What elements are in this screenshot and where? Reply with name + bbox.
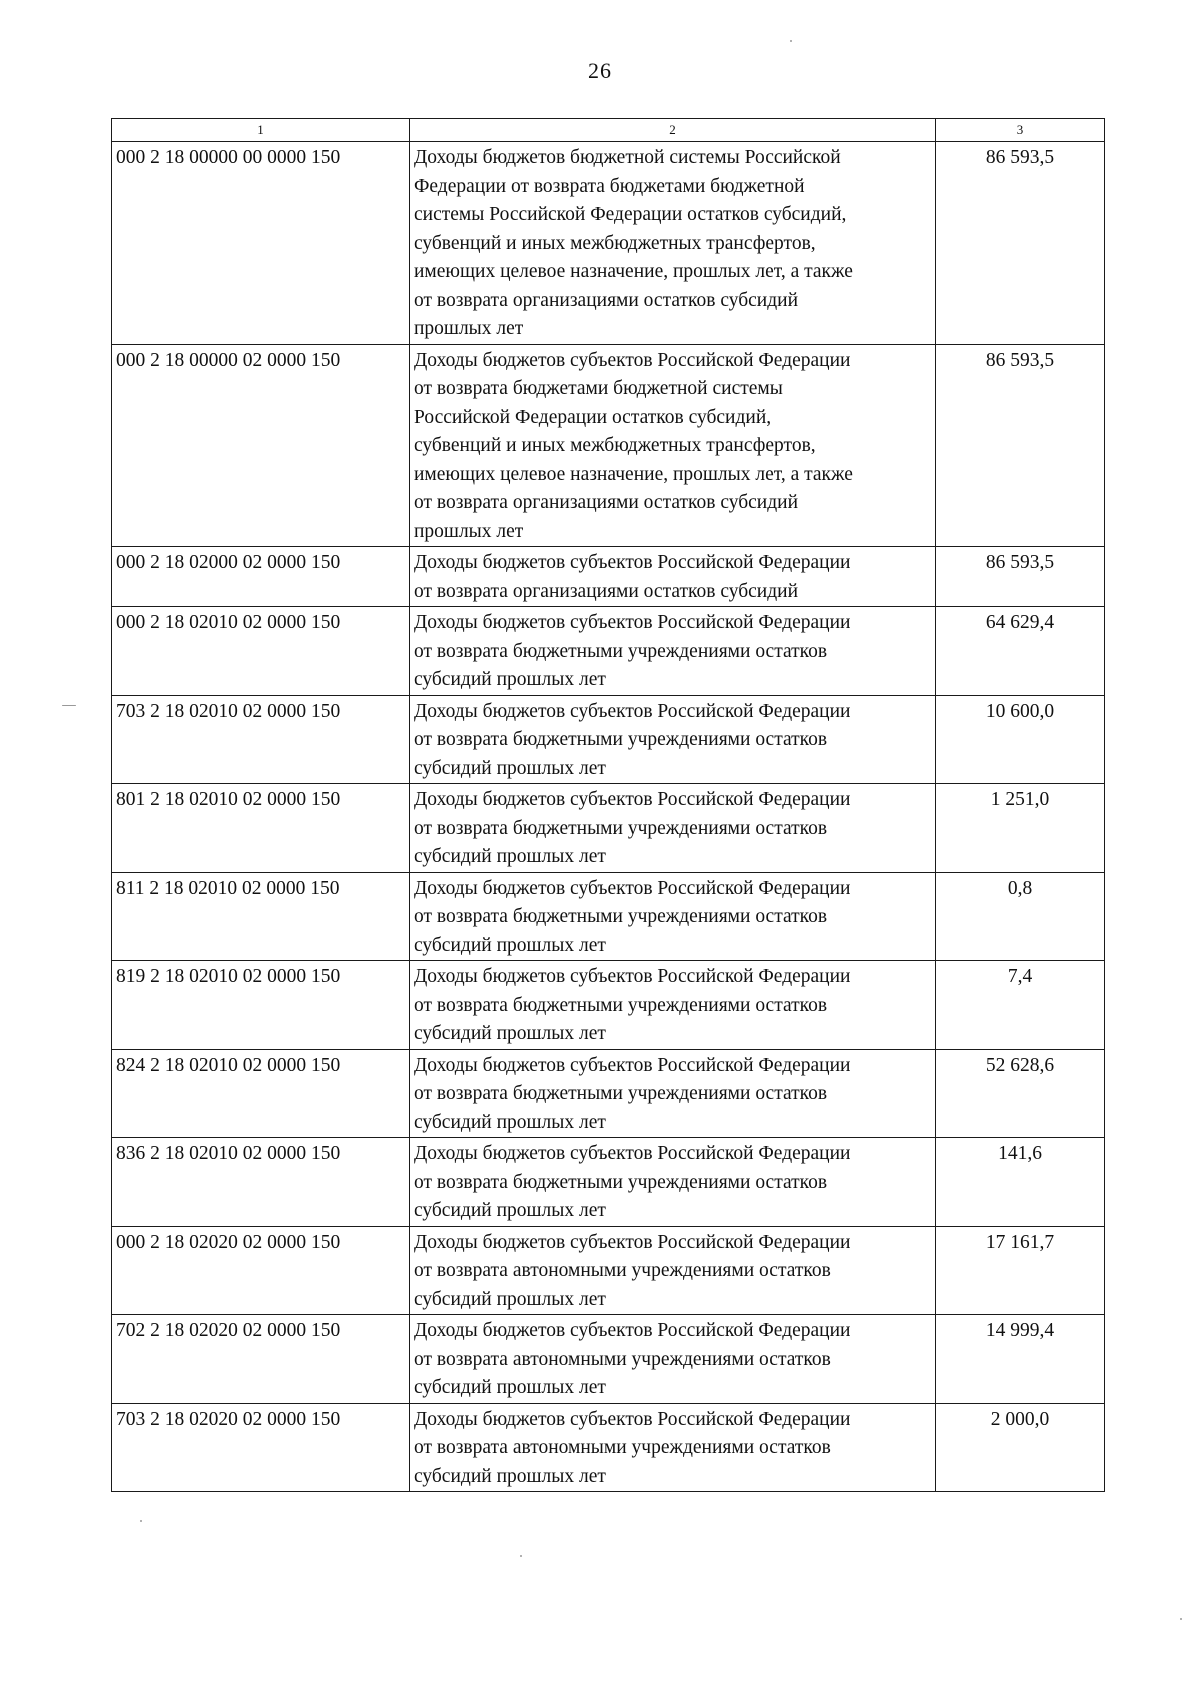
table-header-row xyxy=(112,119,1105,142)
revenue-name-line: от возврата автономными учреждениями остатков xyxy=(414,1260,831,1281)
revenue-name-line: от возврата бюджетными учреждениями остатков xyxy=(414,817,828,839)
revenue-name-line: субсидий прошлых лет xyxy=(414,1200,606,1221)
revenue-name-cell xyxy=(410,784,936,873)
table-row xyxy=(112,1315,1105,1404)
revenue-code-cell: 703 2 18 02020 02 0000 150 xyxy=(112,1403,410,1492)
amount-cell: 2 000,0 xyxy=(936,1403,1105,1492)
revenue-name-line: субсидий прошлых лет xyxy=(414,1023,606,1044)
revenue-name-cell xyxy=(410,1226,936,1315)
revenue-name-line: Доходы бюджетов субъектов Российской Федерации xyxy=(414,1408,851,1430)
revenue-name-cell xyxy=(410,1315,936,1404)
amount-cell: 86 593,5 xyxy=(936,142,1105,345)
revenue-name-cell xyxy=(410,1403,936,1492)
revenue-code-cell: 824 2 18 02010 02 0000 150 xyxy=(112,1049,410,1138)
revenue-name-cell xyxy=(410,607,936,696)
table-row xyxy=(112,344,1105,547)
revenue-name-line: Доходы бюджетов субъектов Российской Федерации xyxy=(414,349,851,371)
revenue-name-line: Доходы бюджетов субъектов Российской Федерации xyxy=(414,1231,851,1253)
scan-speck xyxy=(62,705,76,706)
revenue-name-cell xyxy=(410,961,936,1050)
table-row xyxy=(112,607,1105,696)
column-header-amount: 3 xyxy=(936,119,1105,142)
column-header-name: 2 xyxy=(410,119,936,142)
revenue-name-line: прошлых лет xyxy=(414,520,524,542)
revenue-code-cell: 000 2 18 02000 02 0000 150 xyxy=(112,547,410,607)
revenue-name-line: Российской Федерации остатков субсидий, xyxy=(414,406,772,428)
revenue-name-line: Доходы бюджетов субъектов Российской Федерации xyxy=(414,789,851,810)
revenue-name-line: системы Российской Федерации остатков субсидий, xyxy=(414,204,847,225)
amount-cell: 10 600,0 xyxy=(936,695,1105,784)
revenue-name-cell xyxy=(410,1138,936,1227)
amount-cell: 141,6 xyxy=(936,1138,1105,1227)
revenue-name-line: от возврата организациями остатков субсидий xyxy=(414,580,799,602)
revenue-name-line: Доходы бюджетов субъектов Российской Федерации xyxy=(414,552,851,573)
revenue-name-line: субсидий прошлых лет xyxy=(414,1288,606,1310)
revenue-name-line: от возврата бюджетными учреждениями остатков xyxy=(414,1171,828,1193)
scan-speck xyxy=(140,1520,142,1522)
revenue-name-line: от возврата автономными учреждениями остатков xyxy=(414,1437,831,1458)
revenue-name-cell xyxy=(410,1049,936,1138)
amount-cell: 0,8 xyxy=(936,872,1105,961)
revenue-name-cell xyxy=(410,142,936,345)
scan-speck xyxy=(790,40,792,42)
budget-revenue-table xyxy=(111,118,1105,1492)
revenue-name-line: прошлых лет xyxy=(414,318,524,339)
revenue-name-line: субвенций и иных межбюджетных трансфертов, xyxy=(414,232,816,254)
revenue-name-cell xyxy=(410,547,936,607)
scan-speck xyxy=(520,1555,522,1557)
revenue-code-cell: 703 2 18 02010 02 0000 150 xyxy=(112,695,410,784)
revenue-name-line: имеющих целевое назначение, прошлых лет, а также xyxy=(414,463,853,485)
revenue-name-line: Доходы бюджетов субъектов Российской Федерации xyxy=(414,612,851,633)
column-header-code: 1 xyxy=(112,119,410,142)
amount-cell: 64 629,4 xyxy=(936,607,1105,696)
revenue-name-line: Доходы бюджетов субъектов Российской Федерации xyxy=(414,877,851,899)
revenue-name-line: субсидий прошлых лет xyxy=(414,1111,606,1133)
revenue-name-line: от возврата бюджетами бюджетной системы xyxy=(414,378,783,399)
revenue-name-cell xyxy=(410,695,936,784)
revenue-code-cell: 801 2 18 02010 02 0000 150 xyxy=(112,784,410,873)
revenue-name-line: Доходы бюджетов субъектов Российской Федерации xyxy=(414,966,851,987)
page-number: 26 xyxy=(588,58,612,83)
revenue-name-line: субсидий прошлых лет xyxy=(414,846,606,867)
revenue-code-cell: 000 2 18 00000 00 0000 150 xyxy=(112,142,410,345)
revenue-name-cell xyxy=(410,344,936,547)
scan-speck xyxy=(1180,1618,1182,1620)
revenue-name-line: субвенций и иных межбюджетных трансфертов, xyxy=(414,435,816,456)
revenue-name-line: Доходы бюджетов субъектов Российской Федерации xyxy=(414,1320,851,1341)
table-row xyxy=(112,1138,1105,1227)
table-body xyxy=(112,142,1105,1492)
revenue-name-line: Доходы бюджетов субъектов Российской Федерации xyxy=(414,1054,851,1076)
revenue-name-line: от возврата бюджетными учреждениями остатков xyxy=(414,729,828,750)
revenue-name-cell xyxy=(410,872,936,961)
amount-cell: 1 251,0 xyxy=(936,784,1105,873)
revenue-name-line: от возврата бюджетными учреждениями остатков xyxy=(414,906,828,927)
revenue-name-line: от возврата организациями остатков субсидий xyxy=(414,492,799,513)
table-row xyxy=(112,1226,1105,1315)
revenue-name-line: субсидий прошлых лет xyxy=(414,669,606,690)
amount-cell: 7,4 xyxy=(936,961,1105,1050)
table-row xyxy=(112,1049,1105,1138)
revenue-code-cell: 000 2 18 02010 02 0000 150 xyxy=(112,607,410,696)
amount-cell: 86 593,5 xyxy=(936,547,1105,607)
revenue-name-line: имеющих целевое назначение, прошлых лет, а также xyxy=(414,261,853,282)
table-row xyxy=(112,784,1105,873)
table-row xyxy=(112,547,1105,607)
revenue-name-line: от возврата бюджетными учреждениями остатков xyxy=(414,640,828,662)
revenue-name-line: от возврата бюджетными учреждениями остатков xyxy=(414,994,828,1016)
table-row xyxy=(112,872,1105,961)
revenue-name-line: субсидий прошлых лет xyxy=(414,1377,606,1398)
table-row xyxy=(112,142,1105,345)
revenue-name-line: Доходы бюджетов субъектов Российской Федерации xyxy=(414,1143,851,1164)
revenue-name-line: Доходы бюджетов субъектов Российской Федерации xyxy=(414,700,851,722)
revenue-code-cell: 000 2 18 00000 02 0000 150 xyxy=(112,344,410,547)
revenue-name-line: Доходы бюджетов бюджетной системы Российской xyxy=(414,147,841,168)
revenue-code-cell: 702 2 18 02020 02 0000 150 xyxy=(112,1315,410,1404)
revenue-name-line: Федерации от возврата бюджетами бюджетной xyxy=(414,175,805,197)
amount-cell: 17 161,7 xyxy=(936,1226,1105,1315)
table-row xyxy=(112,1403,1105,1492)
revenue-code-cell: 811 2 18 02010 02 0000 150 xyxy=(112,872,410,961)
revenue-name-line: от возврата организациями остатков субсидий xyxy=(414,289,799,311)
amount-cell: 86 593,5 xyxy=(936,344,1105,547)
table-row xyxy=(112,695,1105,784)
revenue-code-cell: 836 2 18 02010 02 0000 150 xyxy=(112,1138,410,1227)
revenue-name-line: от возврата бюджетными учреждениями остатков xyxy=(414,1083,828,1104)
revenue-name-line: субсидий прошлых лет xyxy=(414,1465,606,1487)
amount-cell: 14 999,4 xyxy=(936,1315,1105,1404)
revenue-code-cell: 000 2 18 02020 02 0000 150 xyxy=(112,1226,410,1315)
amount-cell: 52 628,6 xyxy=(936,1049,1105,1138)
revenue-name-line: субсидий прошлых лет xyxy=(414,934,606,956)
table-row xyxy=(112,961,1105,1050)
revenue-name-line: от возврата автономными учреждениями остатков xyxy=(414,1348,831,1370)
revenue-name-line: субсидий прошлых лет xyxy=(414,757,606,779)
revenue-code-cell: 819 2 18 02010 02 0000 150 xyxy=(112,961,410,1050)
